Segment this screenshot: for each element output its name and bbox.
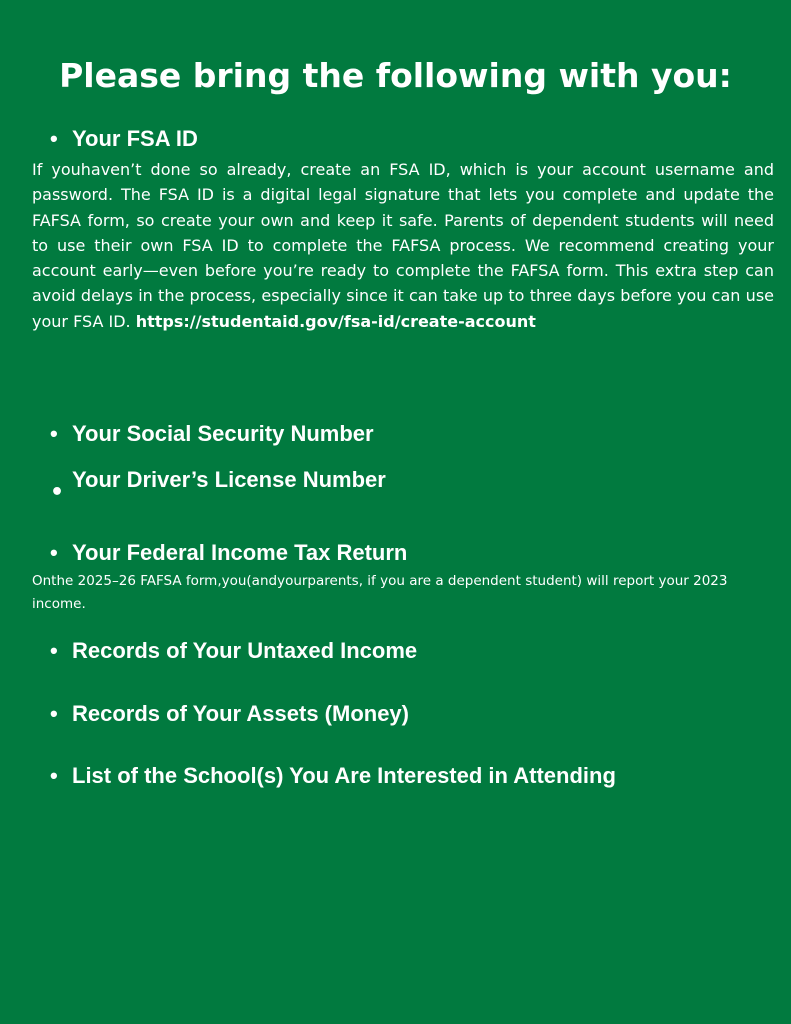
bullet-icon: • bbox=[50, 763, 58, 788]
item-label: Your Driver’s License Number bbox=[72, 467, 386, 492]
item-label: Your Social Security Number bbox=[72, 421, 374, 446]
bullet-icon: • bbox=[50, 701, 58, 726]
fsa-id-text: If youhaven’t done so already, create an FSA ID, which is your account username and password. The FSA ID is a digital legal signature that lets you complete and update the FAFSA form, so create your own and keep it safe. Parents of dependent students will need to use their own FSA ID to complete the FAFSA process. We recommend creating your account early—even before you’re ready to complete the FAFSA form. This extra step can avoid delays in the process, especially since it can take up to three days before you can use your FSA ID. bbox=[32, 160, 774, 331]
bullet-icon: • bbox=[50, 421, 58, 446]
list-item-fsa-id bbox=[50, 126, 198, 152]
list-item-ssn bbox=[50, 421, 374, 447]
bullet-icon: • bbox=[50, 126, 58, 151]
item-label: Records of Your Untaxed Income bbox=[72, 638, 418, 663]
list-item-drivers-license bbox=[50, 467, 386, 493]
list-item-assets bbox=[50, 701, 409, 727]
fsa-id-link[interactable]: https://studentaid.gov/fsa-id/create-account bbox=[135, 311, 536, 331]
list-item-untaxed-income bbox=[50, 638, 417, 664]
bullet-icon: • bbox=[50, 480, 65, 505]
fsa-id-description bbox=[32, 157, 774, 334]
tax-return-description: Onthe 2025–26 FAFSA form,you(andyourparents, if you are a dependent student) will report your 2023 income. bbox=[32, 573, 728, 612]
item-label: Your Federal Income Tax Return bbox=[72, 540, 408, 565]
bullet-icon: • bbox=[50, 638, 58, 663]
bullet-icon: • bbox=[50, 540, 58, 565]
item-label: Your FSA ID bbox=[72, 126, 198, 151]
list-item-tax-return bbox=[50, 540, 407, 566]
item-label: List of the School(s) You Are Interested in Attending bbox=[72, 763, 616, 788]
list-item-schools bbox=[50, 763, 616, 789]
item-label: Records of Your Assets (Money) bbox=[72, 701, 409, 726]
page-title: Please bring the following with you: bbox=[59, 56, 732, 95]
